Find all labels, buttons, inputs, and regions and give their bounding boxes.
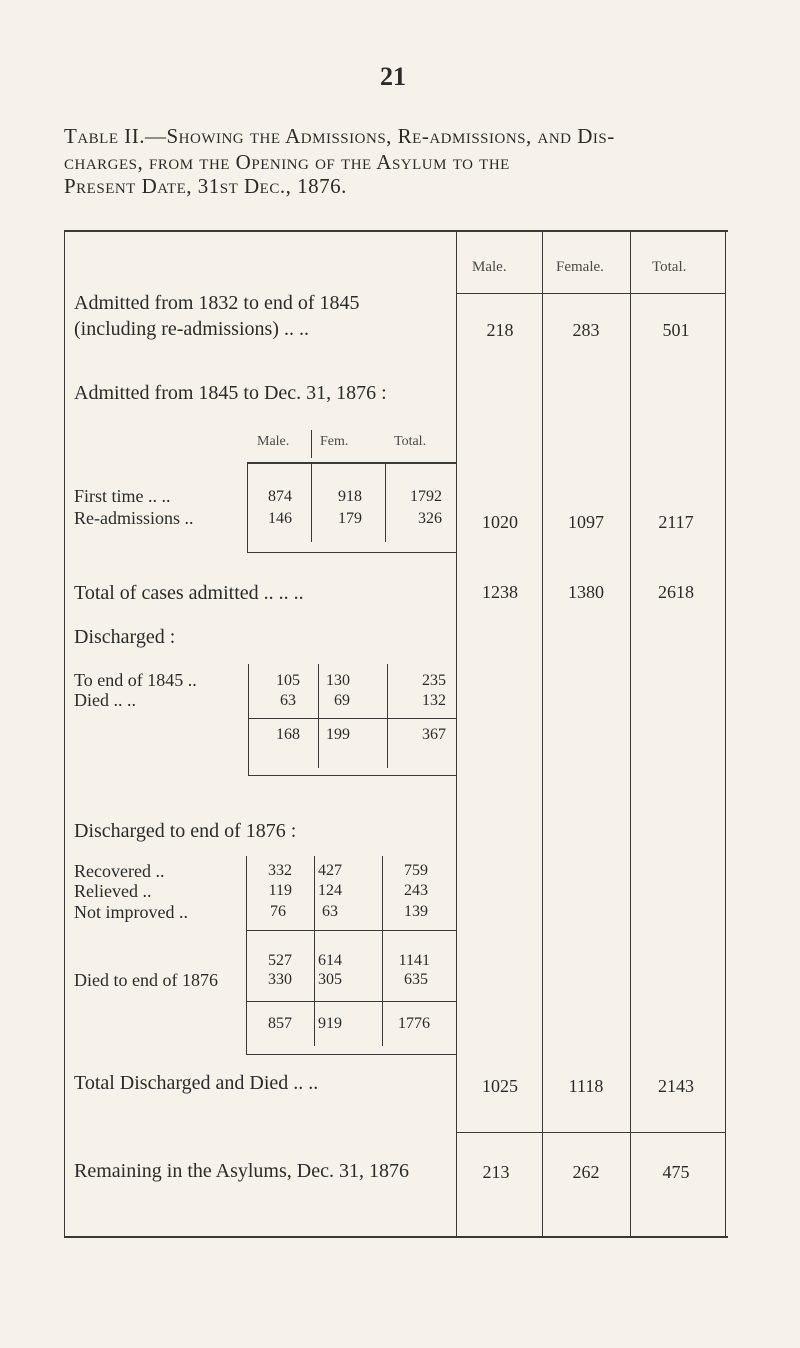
admitted-1845-male: 1020 <box>482 512 518 532</box>
discharged-1876-bottom-rule <box>246 1054 456 1055</box>
total-discharged-male: 1025 <box>482 1076 518 1096</box>
died-total: 132 <box>422 692 446 709</box>
discharged-1876-sum-fem: 919 <box>318 1015 342 1032</box>
died-male: 63 <box>280 692 296 709</box>
died-1876-total: 635 <box>404 971 428 988</box>
discharged-1876-sum-rule <box>246 1001 456 1002</box>
discharged-sum-rule <box>248 718 456 719</box>
admitted-1832-total: 501 <box>662 320 690 340</box>
subtotal-fem: 614 <box>318 952 342 969</box>
subtotal-total: 1141 <box>398 952 430 969</box>
discharged-1876-sum-male: 857 <box>268 1015 292 1032</box>
sub-header-male: Male. <box>257 434 290 449</box>
admitted-1845-total: 2117 <box>658 512 694 532</box>
discharged-1876-subtotal-rule <box>246 930 456 931</box>
sub-table-bottom <box>247 552 457 553</box>
table-left-border <box>64 230 65 1238</box>
admitted-1832-label-cont: (including re-admissions) .. .. <box>74 318 309 340</box>
table-title-line-3: Present Date, 31st Dec., 1876. <box>64 174 347 198</box>
relieved-total: 243 <box>404 882 428 899</box>
first-time-male: 874 <box>268 488 292 505</box>
relieved-label: Relieved .. <box>74 881 152 901</box>
readmissions-label: Re-admissions .. <box>74 508 194 528</box>
discharged-sum-fem: 199 <box>326 726 350 743</box>
recovered-fem: 427 <box>318 862 342 879</box>
discharged-sum-total: 367 <box>422 726 446 743</box>
sub-header-total: Total. <box>394 434 427 449</box>
discharged-1876-label: Discharged to end of 1876 : <box>74 820 297 842</box>
sub-header-divider <box>311 430 312 458</box>
to-end-1845-total: 235 <box>422 672 446 689</box>
recovered-label: Recovered .. <box>74 861 165 881</box>
total-discharged-female: 1118 <box>568 1076 604 1096</box>
total-admitted-male: 1238 <box>482 582 518 602</box>
not-improved-fem: 63 <box>322 903 338 920</box>
to-end-1845-fem: 130 <box>326 672 350 689</box>
recovered-total: 759 <box>404 862 428 879</box>
readmissions-total: 326 <box>418 510 442 527</box>
total-admitted-total: 2618 <box>658 582 694 602</box>
remaining-male: 213 <box>482 1162 510 1182</box>
died-1876-fem: 305 <box>318 971 342 988</box>
remaining-total: 475 <box>662 1162 690 1182</box>
total-admitted-label: Total of cases admitted .. .. .. <box>74 582 304 604</box>
to-end-1845-male: 105 <box>276 672 300 689</box>
readmissions-male: 146 <box>268 510 292 527</box>
remaining-label: Remaining in the Asylums, Dec. 31, 1876 <box>74 1160 409 1182</box>
relieved-fem: 124 <box>318 882 342 899</box>
readmissions-fem: 179 <box>338 510 362 527</box>
header-total: Total. <box>652 259 687 275</box>
died-1876-label: Died to end of 1876 <box>74 970 218 990</box>
died-label: Died .. .. <box>74 690 136 710</box>
admitted-1845-label: Admitted from 1845 to Dec. 31, 1876 : <box>74 382 387 404</box>
table-bottom-border <box>64 1236 728 1238</box>
table-title-line-2: charges, from the Opening of the Asylum to the <box>64 150 510 174</box>
discharged-label: Discharged : <box>74 626 176 648</box>
remaining-rule <box>456 1132 726 1133</box>
total-discharged-label: Total Discharged and Died .. .. <box>74 1072 319 1094</box>
table-top-border <box>64 230 728 232</box>
total-admitted-female: 1380 <box>568 582 604 602</box>
total-discharged-total: 2143 <box>658 1076 694 1096</box>
died-fem: 69 <box>334 692 350 709</box>
recovered-male: 332 <box>268 862 292 879</box>
died-1876-male: 330 <box>268 971 292 988</box>
discharged-1876-sum-total: 1776 <box>398 1015 430 1032</box>
relieved-male: 119 <box>268 882 292 899</box>
first-time-label: First time .. .. <box>74 486 171 506</box>
header-female: Female. <box>556 259 604 275</box>
remaining-female: 262 <box>572 1162 600 1182</box>
not-improved-label: Not improved .. <box>74 902 188 922</box>
admitted-1832-label: Admitted from 1832 to end of 1845 <box>74 292 360 314</box>
page-number: 21 <box>380 62 406 91</box>
table-title-line-1: Table II.—Showing the Admissions, Re-admissions, and Dis- <box>64 124 615 148</box>
first-time-total: 1792 <box>410 488 442 505</box>
sub-table-left <box>247 462 248 552</box>
sub-header-fem: Fem. <box>320 434 349 449</box>
sub-header-rule <box>247 462 457 464</box>
admitted-1832-male: 218 <box>486 320 514 340</box>
discharged-sum-male: 168 <box>276 726 300 743</box>
subtotal-male: 527 <box>268 952 292 969</box>
not-improved-total: 139 <box>404 903 428 920</box>
admitted-1832-female: 283 <box>572 320 600 340</box>
first-time-fem: 918 <box>338 488 362 505</box>
not-improved-male: 76 <box>270 903 286 920</box>
header-underline <box>456 293 726 294</box>
admitted-1845-female: 1097 <box>568 512 604 532</box>
header-male: Male. <box>472 259 507 275</box>
discharged-bottom-rule <box>248 775 456 776</box>
to-end-1845-label: To end of 1845 .. <box>74 670 197 690</box>
